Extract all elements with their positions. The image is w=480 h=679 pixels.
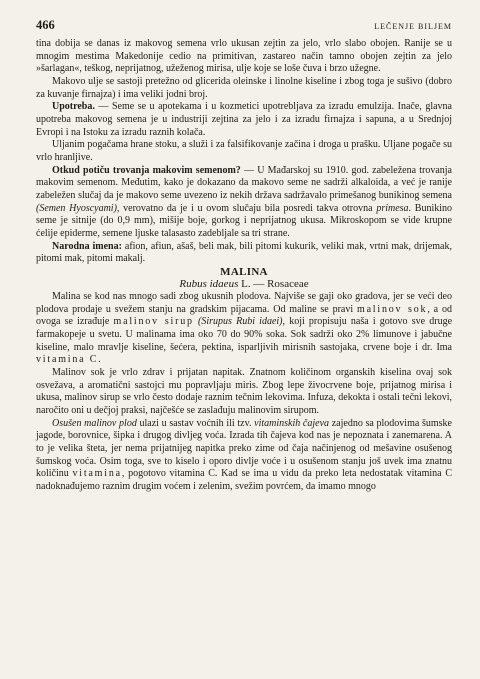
spaced-term-vitamin-c: vitamina C <box>36 354 99 366</box>
poisoning-italic-term: primesa <box>376 202 409 214</box>
paragraph-usage <box>36 101 452 139</box>
poisoning-text-3: . Bunikino seme je sitnije (do 0,9 mm), mišije boje, gorkog i neprijatnog ukusa. Mikroskopom se vide krupne ćelije epiderme, semene ljuske talasasto zadebljale sa tri strane. <box>36 202 452 239</box>
section-title: MALINA <box>220 265 268 278</box>
raspberry-text-2: , a od ovoga se izrađuje <box>36 303 452 328</box>
paragraph-raspberry-juice: Malinov sok je vrlo zdrav i prijatan napitak. Znatnom količinom organskih kiselina ovaj sok osvežava, a aromatični sastojci mu popravljaju miris. Zbog lepe živocrvene boje, prijatnog mirisa i ukusa, malinov sirup se vrlo često dodaje raznim tečnim lekovima. Infuza, dekokta i ostali tečni lekovi, naročito oni u dečjoj praksi, najčešće se zaslađuju malinovim sirupom. <box>36 367 452 417</box>
vitamin-teas-term: vitaminskih čajeva <box>254 417 330 429</box>
paragraph-poppy-oil-composition: Makovo ulje se sastoji pretežno od glicerida oleinske i linolne kiseline i zbog toga je sušivo (dobro za kuvanje firnajza) i ima veliki jodni broj. <box>36 75 452 100</box>
latin-name: Rubus idaeus <box>179 278 239 291</box>
page-number: 466 <box>36 18 55 32</box>
paragraph-folk-names <box>36 241 452 266</box>
raspberry-text-5: . <box>98 354 101 366</box>
author-family: L. — Rosaceae <box>238 278 309 291</box>
paragraph-dried-raspberry <box>36 418 452 494</box>
paragraph-poisoning <box>36 165 452 241</box>
section-subtitle <box>36 278 452 291</box>
page-header <box>36 18 452 33</box>
paragraph-poppy-oil-intro: tina dobija se danas iz makovog semena vrlo ukusan zejtin za jelo, vrlo slabo obojen. Ranije se u mnogim mestima Makedonije cedio na primitivan, zastareo način tamno obojen zejtin za jelo »šarlagan«, teškog, neprijatnog, užeženog mirisa, ulje koje se loše čuva i brzo užegne. <box>36 38 452 75</box>
usage-text: — Seme se u apotekama i u kozmetici upotrebljava za izradu emulzija. Inače, glavna upotreba makovog semena je u industriji zejtina za jelo i za izradu firnajza i sapuna, a u Srednjoj Evropi i na Istoku za izradu raznih kolača. <box>36 101 452 138</box>
dried-text-3: , pogotovo vitamina C. Kad se ima u vidu da preko leta nedostatak vitamina C nadoknađujemo raznim drugim voćem i zelenim, svežim povrćem, da imamo mnogo <box>36 468 452 492</box>
raspberry-text-1: Malina se kod nas mnogo sadi zbog ukusnih plodova. Najviše se gaji oko gradova, jer se veći deo plodova prodaje u svežem stanju na gradskim pijacama. Od maline se pravi <box>36 291 452 315</box>
dried-text-2: zajedno sa plodovima šumske jagode, borovnice, šipka i drugog divljeg voća. Izrada tih čajeva kod nas je nepoznata i zanemarena. A to je velika šteta, jer nema prijatnijeg napitka preko zime od čaja načinjenog od mešavine osušenog šumskog voća. Osim toga, sve to kiselo i oporo divlje voće i u osušenom stanju još uvek ima znatnu količinu <box>36 417 452 480</box>
running-head: LEČENJE BILJEM <box>374 22 452 31</box>
raspberry-text-4: , koji propisuju naša i gotovo sve druge farmakopeje u svetu. U malinama ima oko 70 do 90% soka. Sok sadrži oko 2% limunove i jabučne kiseline, malo mravlje kiseline, šećera, pektina, isparljivih mirisnih sastojaka, crvene boje i dr. Ima <box>36 316 453 353</box>
poisoning-latin-name: (Semen Hyoscyami) <box>36 202 117 214</box>
poisoning-text-2: , verovatno da je i u ovom slučaju bila posredi takva otrovna <box>116 202 377 214</box>
folk-names-label: Narodna imena: <box>52 240 122 252</box>
spaced-term-juice: malinov sok <box>356 303 428 315</box>
poisoning-label: Otkud potiču trovanja makovim semenom? <box>52 164 241 176</box>
spaced-term-vitamins: vitamina <box>72 468 122 480</box>
dried-text-1: ulazi u sastav voćnih ili tzv. <box>136 417 255 429</box>
usage-label: Upotreba. <box>52 101 95 113</box>
folk-names-text: afion, afiun, ašaš, beli mak, bili pitomi kukurik, veliki mak, vrtni mak, drijemak, pitomi mak, pitomi makalj. <box>36 240 452 265</box>
spaced-term-syrup: malinov sirup <box>113 316 194 328</box>
raspberry-latin-syrup: (Sirupus Rubi idaei) <box>198 316 283 328</box>
paragraph-oil-cakes: Uljanim pogačama hrane stoku, a služi i za falsifikovanje začina i droga u prašku. Uljane pogače su vrlo hranljive. <box>36 139 452 163</box>
dried-fruit-term: Osušen malinov plod <box>52 417 137 429</box>
page-body <box>36 38 452 494</box>
paragraph-raspberry-intro <box>36 291 452 367</box>
poisoning-text-1: — U Mađarskoj su 1910. god. zabeležena trovanja makovim semenom. Međutim, kako je dokazano da makovo seme ne sadrži alkaloida, a već je ranije zabeležen slučaj da je makovo seme uvezeno iz nekih država sadržavalo primešanog bunikinog semena <box>36 164 452 201</box>
